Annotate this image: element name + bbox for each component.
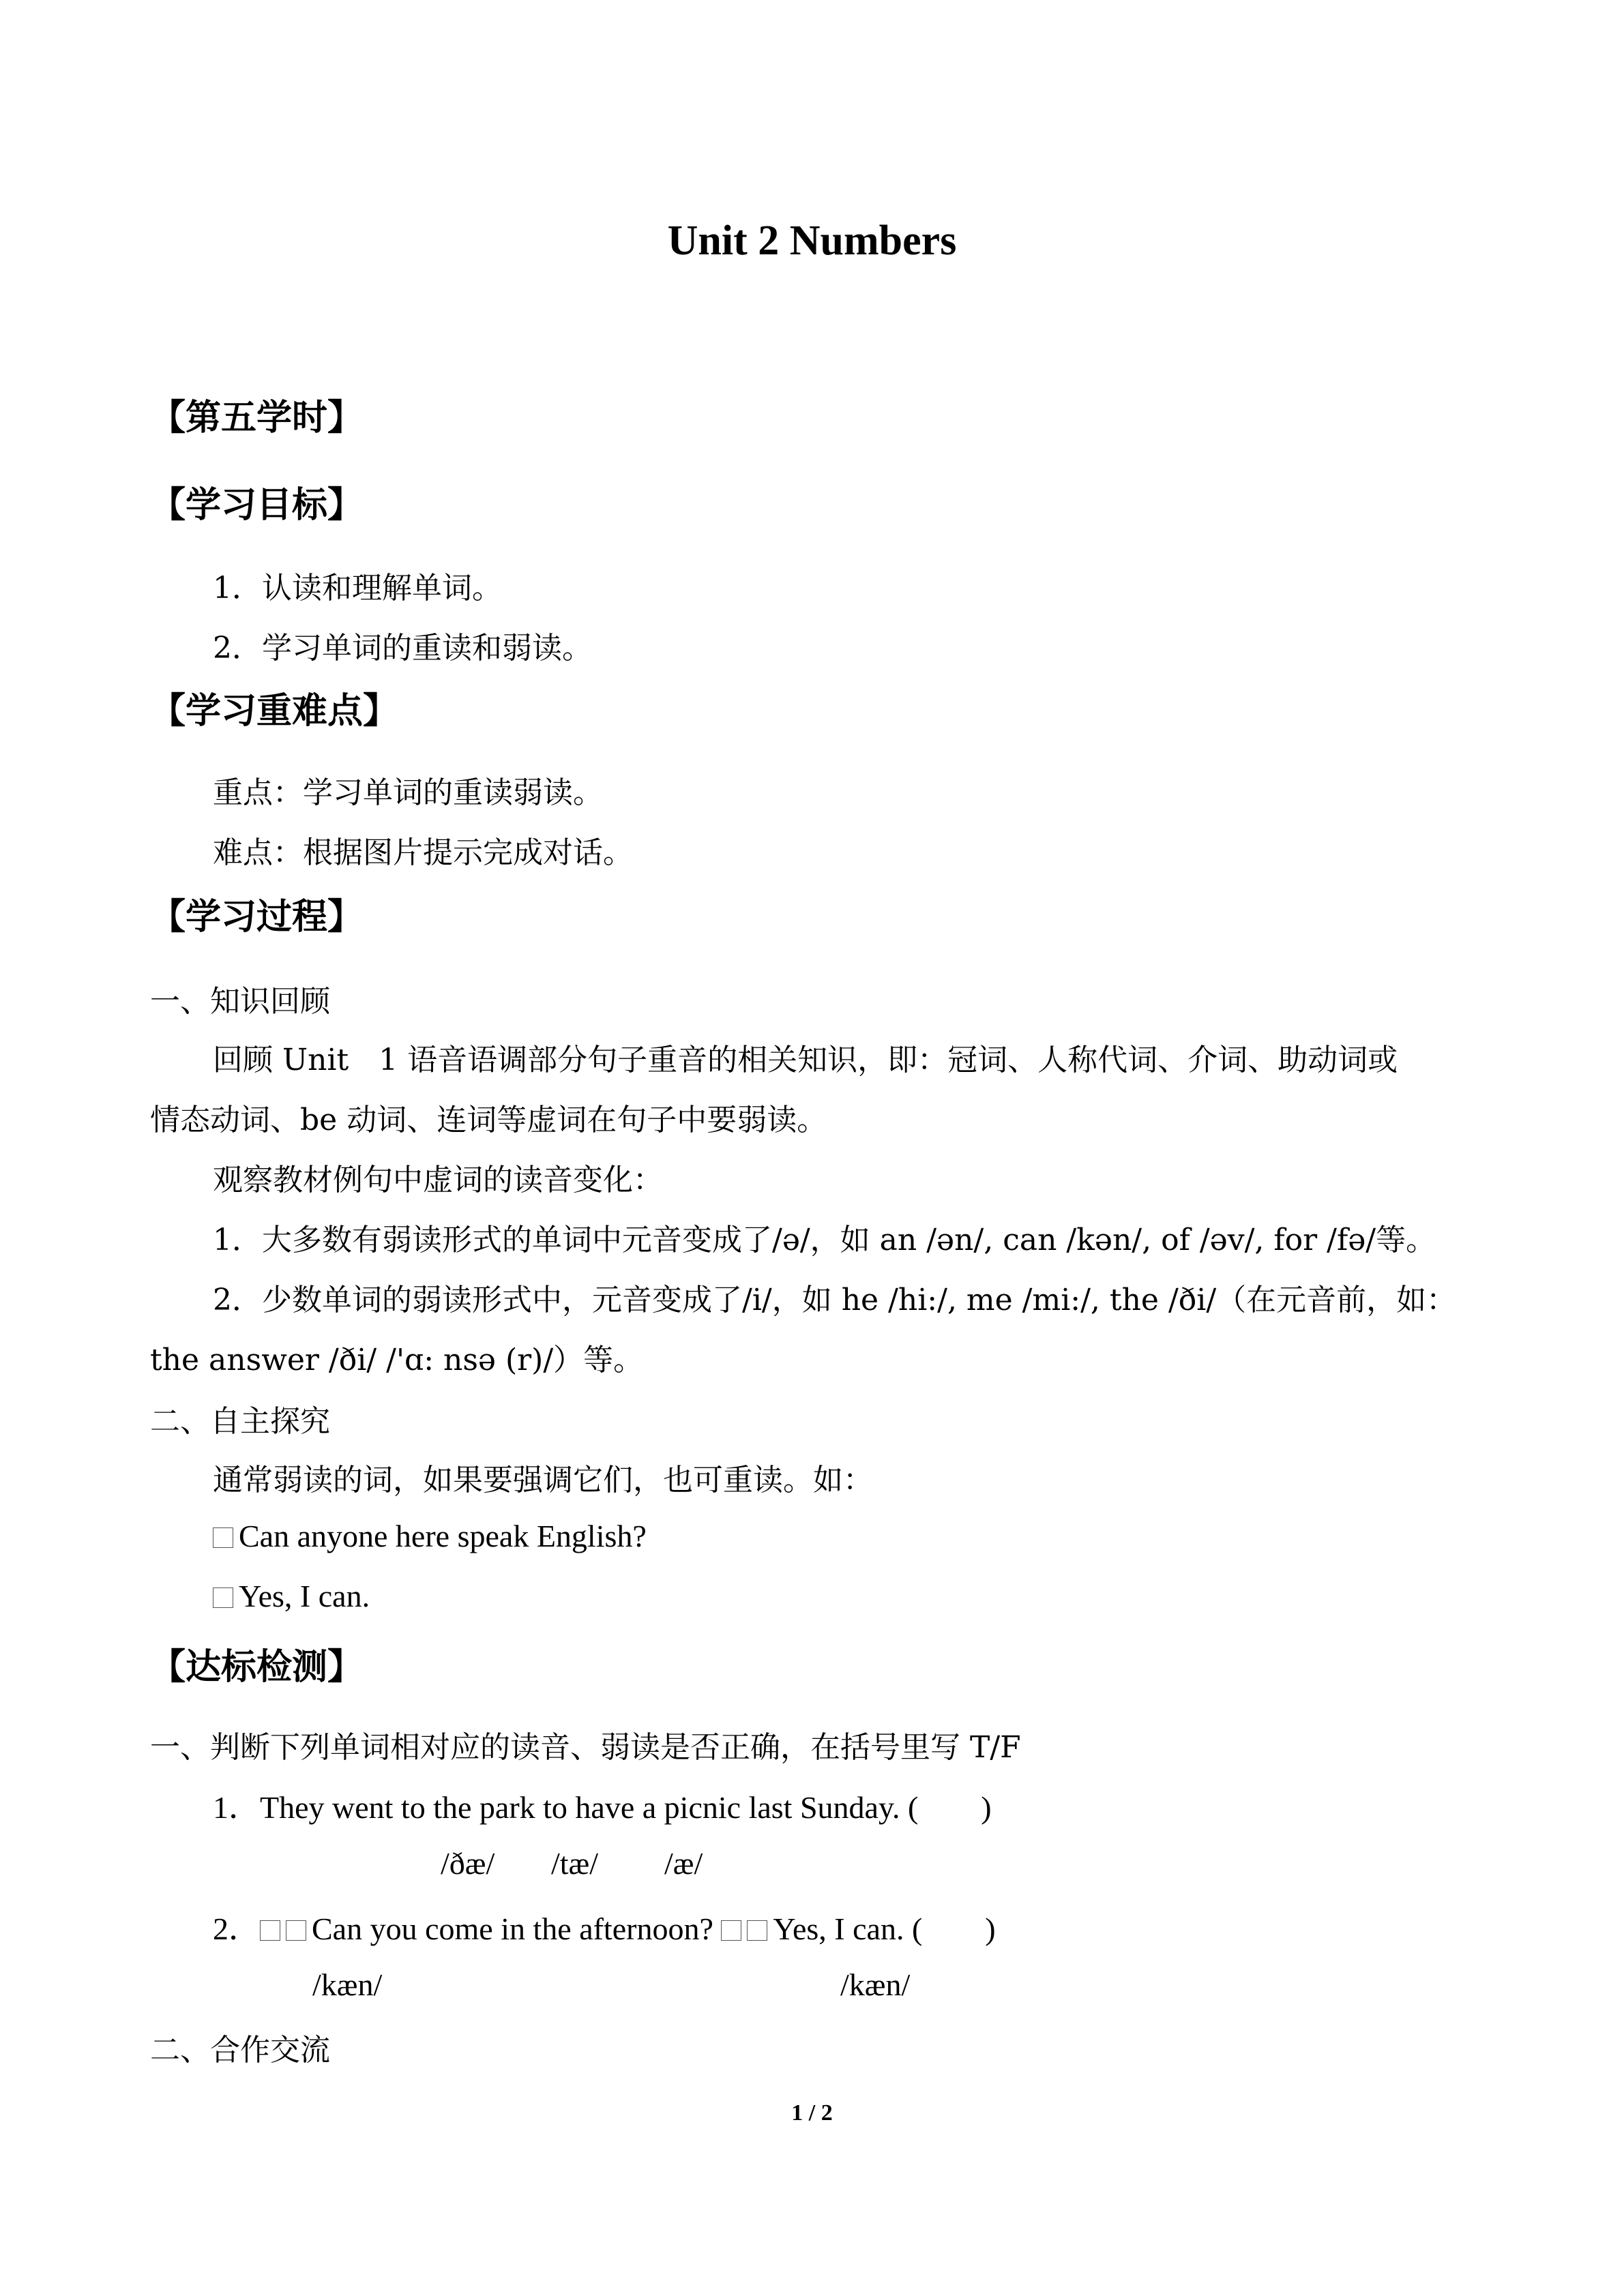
rule-2-line2: the answer /ði/ /'ɑ: nsə (r)/）等。	[150, 1343, 644, 1377]
q2-phonetic-2: /kæn/	[840, 1967, 911, 2002]
question-2-part-a: Can you come in the afternoon?	[312, 1911, 713, 1946]
process-part2-heading: 二、自主探究	[150, 1404, 330, 1439]
process-part1-heading: 一、知识回顾	[150, 984, 330, 1019]
page-number: 1 / 2	[791, 2100, 833, 2126]
explore-intro: 通常弱读的词，如果要强调它们，也可重读。如：	[213, 1463, 873, 1497]
test-part1-heading: 一、判断下列单词相对应的读音、弱读是否正确，在括号里写 T/F	[150, 1730, 1021, 1765]
q1-phonetic-3: /æ/	[664, 1846, 703, 1881]
section-heading-key-points: 【学习重难点】	[150, 691, 399, 732]
dialog-line-2	[213, 1578, 370, 1614]
box-icon	[286, 1920, 306, 1941]
rule-2-line1: 2．少数单词的弱读形式中，元音变成了/i/，如 he /hi:/, me /mi:/, the /ði/（在元音前，如：	[213, 1283, 1457, 1317]
box-icon	[747, 1920, 767, 1941]
review-text-line2: 情态动词、be 动词、连词等虚词在句子中要弱读。	[150, 1103, 827, 1137]
box-icon	[213, 1527, 233, 1548]
section-heading-process: 【学习过程】	[150, 897, 364, 938]
box-icon	[721, 1920, 741, 1941]
key-point-focus: 重点：学习单词的重读弱读。	[213, 775, 603, 810]
q1-phonetic-2: /tæ/	[551, 1846, 599, 1881]
goal-item-1: 1．认读和理解单词。	[213, 571, 502, 606]
question-2	[213, 1904, 996, 1949]
box-icon	[260, 1920, 280, 1941]
box-icon	[213, 1587, 233, 1608]
goal-item-2: 2．学习单词的重读和弱读。	[213, 631, 592, 666]
question-2-number: 2．	[213, 1911, 260, 1946]
rule-1: 1．大多数有弱读形式的单词中元音变成了/ə/，如 an /ən/, can /kən/, of /əv/, for /fə/等。	[213, 1223, 1436, 1257]
section-heading-goals: 【学习目标】	[150, 485, 364, 526]
dialog-text-2: Yes, I can.	[239, 1579, 370, 1613]
q2-phonetic-1: /kæn/	[312, 1967, 383, 2002]
page-title: Unit 2 Numbers	[667, 218, 957, 264]
section-heading-test: 【达标检测】	[150, 1647, 364, 1688]
section-heading-lesson: 【第五学时】	[150, 398, 364, 438]
q1-phonetic-1: /ðæ/	[441, 1846, 495, 1881]
dialog-text-1: Can anyone here speak English?	[239, 1519, 647, 1553]
dialog-line-1	[213, 1518, 647, 1554]
observe-text: 观察教材例句中虚词的读音变化：	[213, 1163, 663, 1197]
question-1: 1．They went to the park to have a picnic last Sunday. ( )	[213, 1790, 992, 1825]
test-part2-heading: 二、合作交流	[150, 2033, 330, 2068]
review-text-line1: 回顾 Unit 1 语音语调部分句子重音的相关知识，即：冠词、人称代词、介词、助动词或	[213, 1043, 1398, 1077]
question-2-part-b: Yes, I can. ( )	[773, 1911, 996, 1946]
key-point-difficulty: 难点：根据图片提示完成对话。	[213, 835, 633, 870]
